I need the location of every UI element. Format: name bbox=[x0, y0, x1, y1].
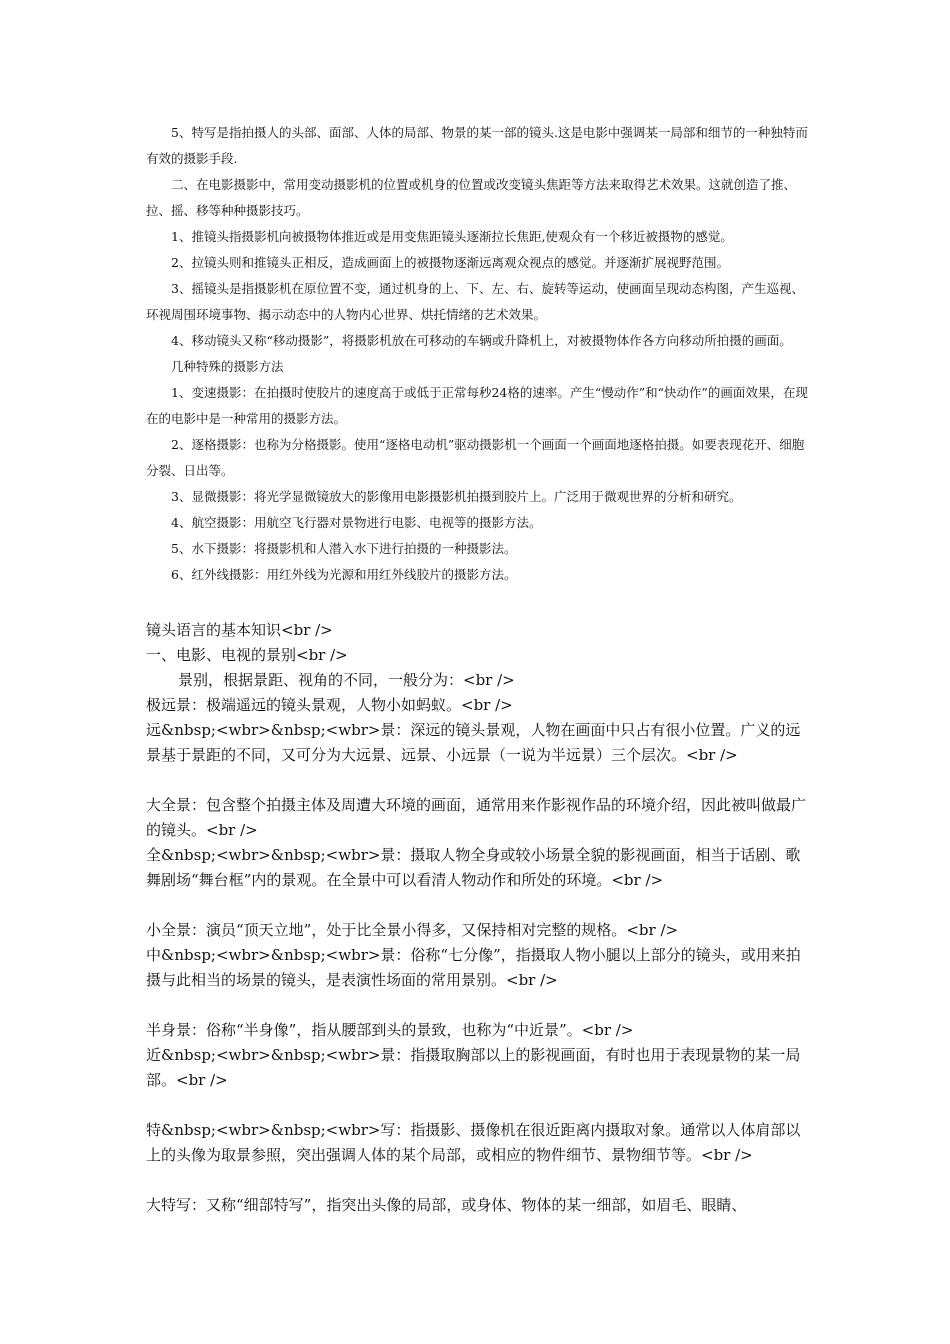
paragraph: 1、变速摄影：在拍摄时使胶片的速度高于或低于正常每秒24格的速率。产生“慢动作”和“快动作”的画面效果，在现在的电影中是一种常用的摄影方法。 bbox=[146, 385, 808, 426]
paragraph: 全&nbsp;<wbr>&nbsp;<wbr>景：摄取人物全身或较小场景全貌的影视画面，相当于话剧、歌舞剧场“舞台框”内的景观。在全景中可以看清人物动作和所处的环境。<br /> bbox=[146, 846, 801, 889]
paragraph: 中&nbsp;<wbr>&nbsp;<wbr>景：俗称“七分像”，指摄取人物小腿以上部分的镜头，或用来拍摄与此相当的场景的镜头，是表演性场面的常用景别。<br /> bbox=[146, 946, 801, 989]
section-heading: 几种特殊的摄影方法 bbox=[171, 359, 284, 374]
paragraph: 3、显微摄影：将光学显微镜放大的影像用电影摄影机拍摄到胶片上。广泛用于微观世界的分析和研究。 bbox=[171, 489, 742, 504]
paragraph: 3、摇镜头是指摄影机在原位置不变，通过机身的上、下、左、右、旋转等运动，使画面呈现动态构图，产生巡视、环视周围环境事物、揭示动态中的人物内心世界、烘托情绪的艺术效果。 bbox=[146, 281, 804, 322]
paragraph: 4、移动镜头又称“移动摄影”，将摄影机放在可移动的车辆或升降机上，对被摄物体作各方向移动所拍摄的画面。 bbox=[171, 333, 792, 348]
paragraph: 5、特写是指拍摄人的头部、面部、人体的局部、物景的某一部的镜头.这是电影中强调某一局部和细节的一种独特而有效的摄影手段. bbox=[146, 125, 808, 166]
paragraph: 2、拉镜头则和推镜头正相反，造成画面上的被摄物逐渐远离观众视点的感觉。并逐渐扩展视野范围。 bbox=[171, 255, 729, 270]
paragraph: 二、在电影摄影中，常用变动摄影机的位置或机身的位置或改变镜头焦距等方法来取得艺术效果。这就创造了推、拉、摇、移等种种摄影技巧。 bbox=[146, 177, 797, 218]
paragraph: 远&nbsp;<wbr>&nbsp;<wbr>景：深远的镜头景观，人物在画面中只占有很小位置。广义的远景基于景距的不同，又可分为大远景、远景、小远景（一说为半远景）三个层次。<br /> bbox=[146, 721, 801, 764]
blank-line bbox=[146, 1093, 810, 1118]
paragraph: 5、水下摄影：将摄影机和人潜入水下进行拍摄的一种摄影法。 bbox=[171, 541, 517, 556]
paragraph: 近&nbsp;<wbr>&nbsp;<wbr>景：指摄取胸部以上的影视画面，有时也用于表现景物的某一局部。<br /> bbox=[146, 1046, 801, 1089]
section-heading: 一、电影、电视的景别<br /> bbox=[146, 646, 348, 664]
paragraph: 小全景：演员“顶天立地”，处于比全景小得多，又保持相对完整的规格。<br /> bbox=[146, 921, 679, 939]
paragraph: 特&nbsp;<wbr>&nbsp;<wbr>写：指摄影、摄像机在很近距离内摄取对象。通常以人体肩部以上的头像为取景参照，突出强调人体的某个局部，或相应的物件细节、景物细节等。<br /> bbox=[146, 1121, 801, 1164]
blank-line bbox=[146, 893, 810, 918]
paragraph: 大全景：包含整个拍摄主体及周遭大环境的画面，通常用来作影视作品的环境介绍，因此被叫做最广的镜头。<br /> bbox=[146, 796, 807, 839]
paragraph: 4、航空摄影：用航空飞行器对景物进行电影、电视等的摄影方法。 bbox=[171, 515, 542, 530]
paragraph: 大特写：又称“细部特写”，指突出头像的局部，或身体、物体的某一细部，如眉毛、眼睛、 bbox=[146, 1196, 747, 1214]
paragraph: 1、推镜头指摄影机向被摄物体推近或是用变焦距镜头逐渐拉长焦距,使观众有一个移近被摄物的感觉。 bbox=[171, 229, 733, 244]
blank-line bbox=[146, 768, 810, 793]
top-section bbox=[146, 120, 810, 588]
section-title: 镜头语言的基本知识<br /> bbox=[146, 621, 333, 639]
paragraph: 景别，根据景距、视角的不同，一般分为：<br /> bbox=[178, 671, 515, 689]
paragraph: 极远景：极端遥远的镜头景观，人物小如蚂蚁。<br /> bbox=[146, 696, 513, 714]
paragraph: 2、逐格摄影：也称为分格摄影。使用“逐格电动机”驱动摄影机一个画面一个画面地逐格拍摄。如要表现花开、细胞分裂、日出等。 bbox=[146, 437, 805, 478]
bottom-section bbox=[146, 618, 810, 1218]
blank-line bbox=[146, 1168, 810, 1193]
paragraph: 半身景：俗称“半身像”，指从腰部到头的景致，也称为“中近景”。<br /> bbox=[146, 1021, 634, 1039]
blank-line bbox=[146, 993, 810, 1018]
paragraph: 6、红外线摄影：用红外线为光源和用红外线胶片的摄影方法。 bbox=[171, 567, 517, 582]
